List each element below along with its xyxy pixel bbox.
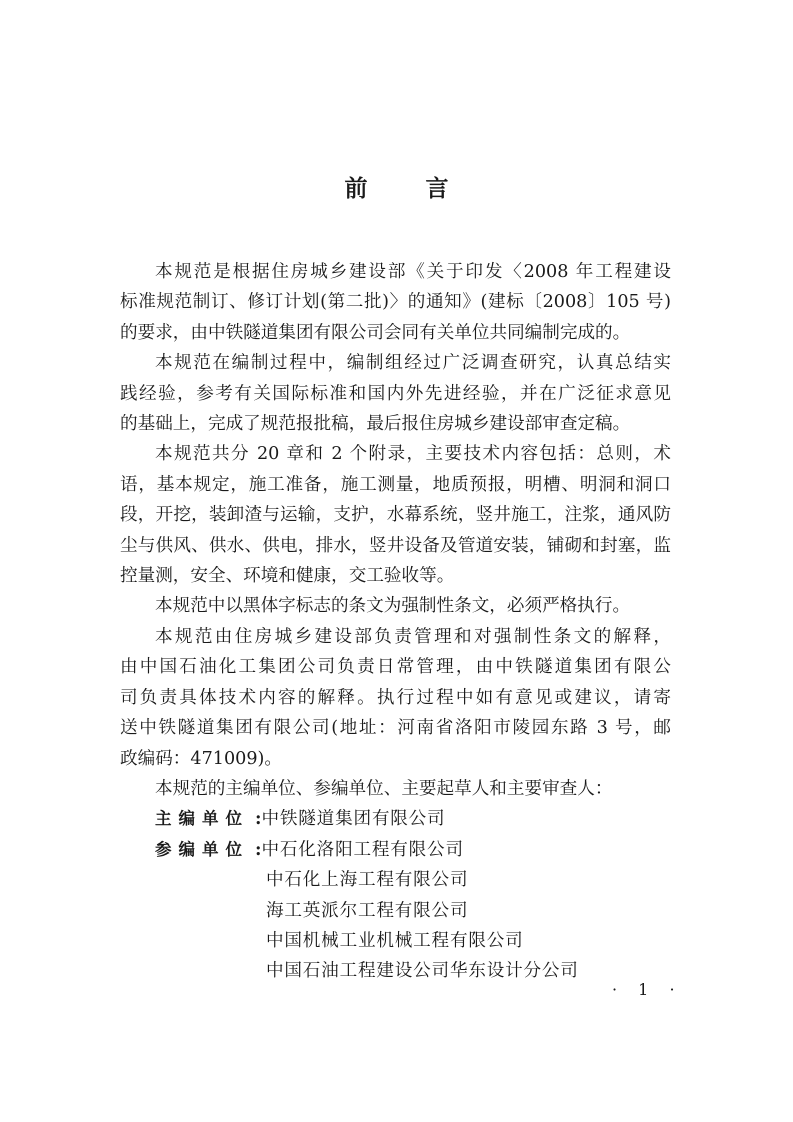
paragraph-line: 本规范由住房城乡建设部负责管理和对强制性条文的解释，: [155, 626, 671, 647]
paragraph-line: 语，基本规定，施工准备，施工测量，地质预报，明槽、明洞和洞口: [120, 474, 671, 495]
label-colon: :: [255, 838, 262, 860]
participating-unit-value: 海工英派尔工程有限公司: [266, 900, 469, 921]
paragraph-line: 本规范中以黑体字标志的条文为强制性条文，必须严格执行。: [155, 596, 631, 617]
paragraph-line: 本规范在编制过程中，编制组经过广泛调查研究，认真总结实: [155, 353, 671, 374]
paragraph-line: 本规范是根据住房城乡建设部《关于印发〈2008 年工程建设: [155, 262, 671, 282]
paragraph-line: 标准规范制订、修订计划(第二批)〉的通知》(建标〔2008〕105 号): [120, 292, 671, 313]
participating-unit-value: 中国石油工程建设公司华东设计分公司: [266, 961, 579, 982]
paragraph-6: [120, 774, 671, 804]
chief-unit-value: 中铁隧道集团有限公司: [261, 809, 446, 830]
title-char-2: 言: [425, 176, 449, 202]
paragraph-line: 尘与供风、供水、供电，排水，竖井设备及管道安装，铺砌和封塞，监: [120, 535, 671, 556]
page-title: [0, 170, 793, 203]
paragraph-3: [120, 439, 671, 591]
paragraph-1: [120, 257, 671, 348]
paragraph-line: 本规范的主编单位、参编单位、主要起草人和主要审查人：: [155, 778, 613, 799]
paragraph-line: 送中铁隧道集团有限公司(地址：河南省洛阳市陵园东路 3 号，邮: [120, 718, 671, 739]
paragraph-line: 的基础上，完成了规范报批稿，最后报住房城乡建设部审查定稿。: [120, 414, 631, 435]
label-colon: :: [255, 808, 262, 830]
paragraph-line: 司负责具体技术内容的解释。执行过程中如有意见或建议，请寄: [120, 687, 671, 708]
participating-unit-value: 中石化上海工程有限公司: [266, 870, 469, 891]
chief-unit-row: [120, 804, 671, 834]
document-body: [120, 257, 671, 987]
participating-unit-row: [120, 835, 671, 865]
paragraph-4: [120, 591, 671, 621]
paragraph-line: 由中国石油化工集团公司负责日常管理，由中铁隧道集团有限公: [120, 657, 671, 678]
paragraph-line: 的要求，由中铁隧道集团有限公司会同有关单位共同编制完成的。: [120, 322, 631, 343]
participating-unit-value: 中国机械工业机械工程有限公司: [266, 930, 524, 951]
paragraph-line: 践经验，参考有关国际标准和国内外先进经验，并在广泛征求意见: [120, 383, 671, 404]
paragraph-2: [120, 348, 671, 439]
paragraph-line: 控量测，安全、环境和健康，交工验收等。: [120, 566, 455, 587]
chief-unit-label: 主编单位: [155, 809, 249, 829]
title-char-1: 前: [344, 176, 368, 202]
participating-unit-label: 参编单位: [155, 839, 249, 859]
participating-unit-value: 中石化洛阳工程有限公司: [261, 839, 464, 860]
page-number: · 1 ·: [612, 980, 683, 999]
paragraph-line: 本规范共分 20 章和 2 个附录，主要技术内容包括：总则，术: [155, 444, 671, 465]
paragraph-line: 段，开挖，装卸渣与运输，支护，水幕系统，竖井施工，注浆，通风防: [120, 505, 671, 526]
paragraph-line: 政编码：471009)。: [120, 748, 282, 769]
paragraph-5: [120, 622, 671, 774]
